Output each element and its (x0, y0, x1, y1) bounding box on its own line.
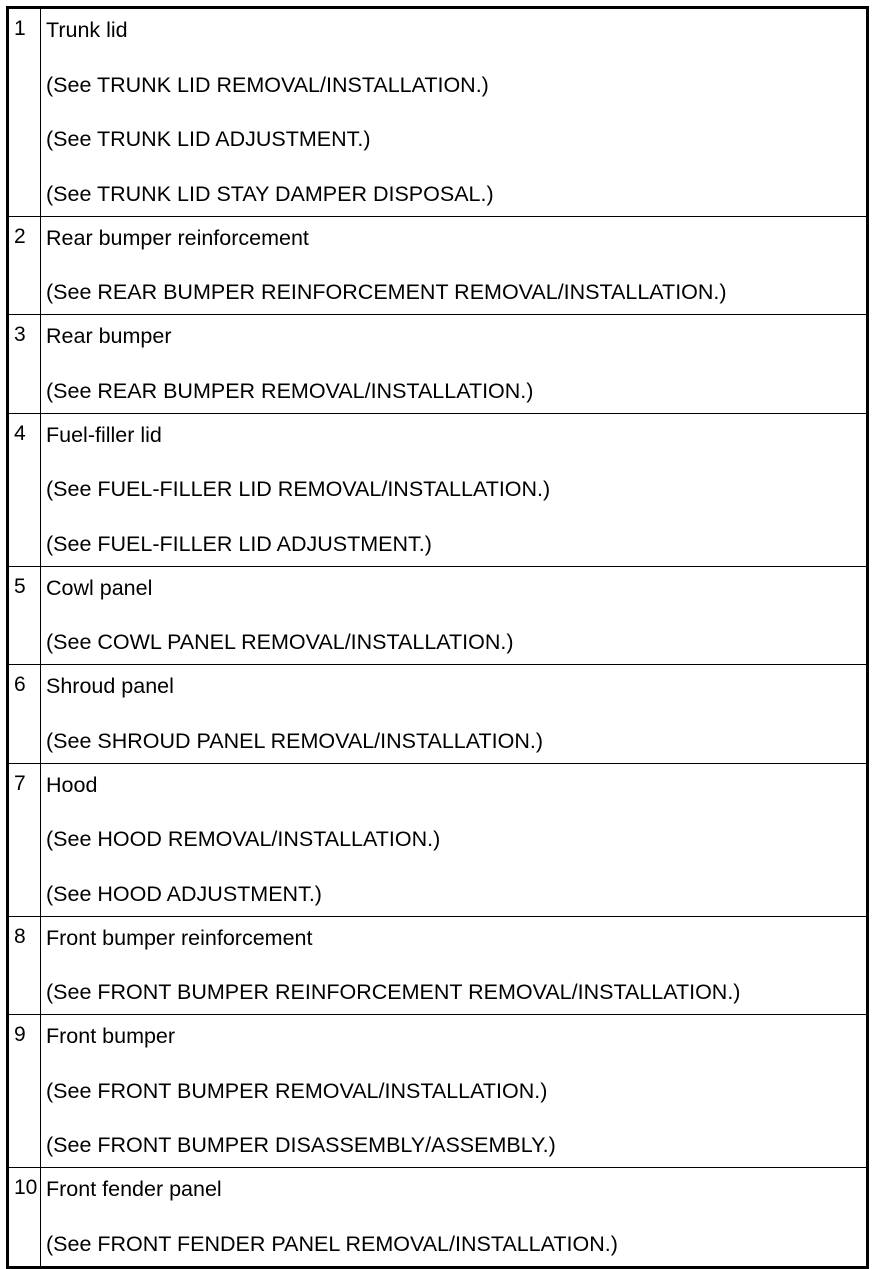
table-row (8, 566, 868, 665)
reference-link[interactable]: (See TRUNK LID STAY DAMPER DISPOSAL.) (46, 181, 494, 206)
item-number: 7 (8, 763, 41, 916)
reference-link[interactable]: (See COWL PANEL REMOVAL/INSTALLATION.) (46, 630, 514, 654)
item-content (41, 8, 868, 217)
item-content (41, 413, 868, 566)
reference-link[interactable]: (See SHROUD PANEL REMOVAL/INSTALLATION.) (46, 728, 543, 753)
item-title: Rear bumper reinforcement (46, 225, 309, 250)
table-row (8, 763, 868, 916)
item-title: Hood (46, 772, 98, 797)
item-number: 4 (8, 413, 41, 566)
table-row (8, 916, 868, 1015)
item-title: Front bumper (46, 1024, 176, 1048)
table-row (8, 665, 868, 764)
item-title: Cowl panel (46, 575, 153, 600)
parts-reference-table (6, 6, 869, 1269)
item-title: Trunk lid (46, 18, 128, 42)
table-row (8, 216, 868, 315)
reference-link[interactable]: (See FUEL-FILLER LID REMOVAL/INSTALLATION.) (46, 477, 551, 501)
item-title: Rear bumper (46, 324, 172, 348)
item-number: 8 (8, 916, 41, 1015)
item-title: Shroud panel (46, 674, 174, 698)
reference-link[interactable]: (See TRUNK LID REMOVAL/INSTALLATION.) (46, 72, 489, 97)
reference-link[interactable]: (See REAR BUMPER REMOVAL/INSTALLATION.) (46, 378, 534, 403)
reference-link[interactable]: (See FRONT FENDER PANEL REMOVAL/INSTALLATION.) (46, 1231, 618, 1256)
reference-link[interactable]: (See FRONT BUMPER DISASSEMBLY/ASSEMBLY.) (46, 1133, 556, 1157)
item-number: 10 (8, 1168, 41, 1268)
item-number: 9 (8, 1015, 41, 1168)
reference-link[interactable]: (See HOOD ADJUSTMENT.) (46, 881, 322, 906)
item-number: 3 (8, 315, 41, 414)
reference-link[interactable]: (See REAR BUMPER REINFORCEMENT REMOVAL/INSTALLATION.) (46, 280, 727, 304)
reference-link[interactable]: (See HOOD REMOVAL/INSTALLATION.) (46, 827, 441, 851)
item-title: Front fender panel (46, 1177, 222, 1201)
reference-link[interactable]: (See FUEL-FILLER LID ADJUSTMENT.) (46, 531, 432, 556)
item-number: 6 (8, 665, 41, 764)
item-content (41, 566, 868, 665)
table-body (8, 8, 868, 1268)
item-number: 1 (8, 8, 41, 217)
item-number: 5 (8, 566, 41, 665)
item-content (41, 1168, 868, 1268)
item-content (41, 665, 868, 764)
item-number: 2 (8, 216, 41, 315)
table-row (8, 413, 868, 566)
table-row (8, 8, 868, 217)
reference-link[interactable]: (See FRONT BUMPER REMOVAL/INSTALLATION.) (46, 1078, 548, 1103)
item-content (41, 916, 868, 1015)
reference-link[interactable]: (See FRONT BUMPER REINFORCEMENT REMOVAL/INSTALLATION.) (46, 980, 741, 1004)
reference-link[interactable]: (See TRUNK LID ADJUSTMENT.) (46, 127, 371, 151)
item-content (41, 763, 868, 916)
table-row (8, 1015, 868, 1168)
item-content (41, 216, 868, 315)
item-content (41, 1015, 868, 1168)
item-title: Fuel-filler lid (46, 422, 162, 447)
item-content (41, 315, 868, 414)
table-row (8, 1168, 868, 1268)
table-row (8, 315, 868, 414)
item-title: Front bumper reinforcement (46, 925, 313, 950)
